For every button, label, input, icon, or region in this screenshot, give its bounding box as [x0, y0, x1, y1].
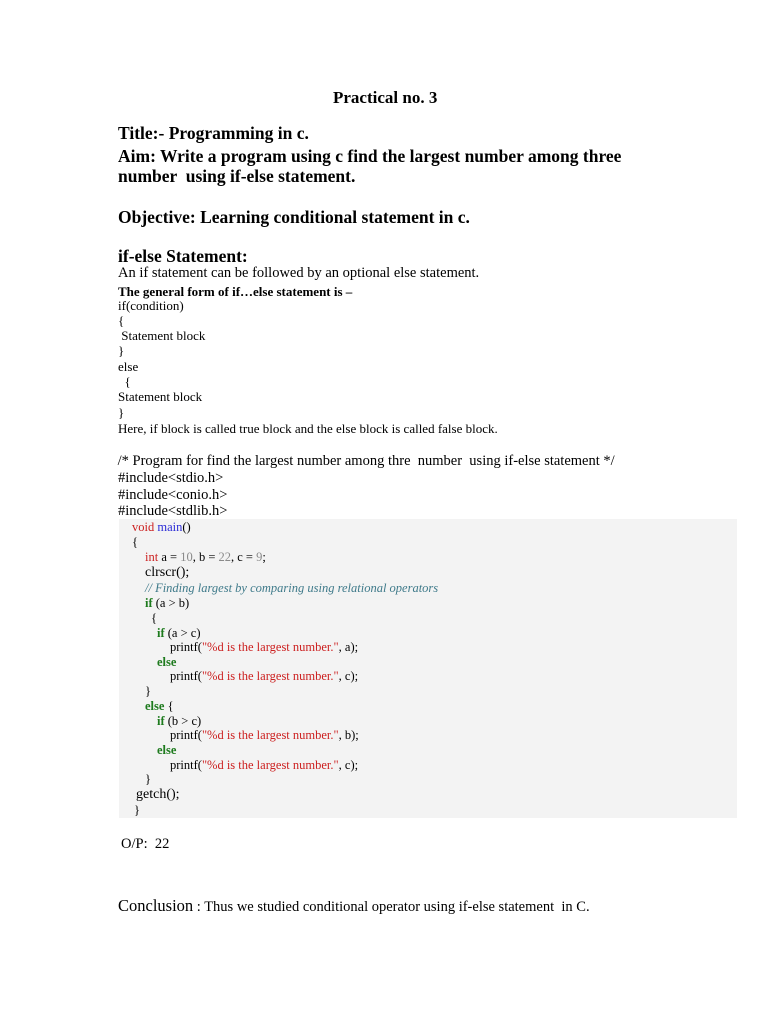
include-line: #include<conio.h>: [118, 487, 228, 503]
keyword: if: [157, 714, 165, 728]
explanation-text: Here, if block is called true block and the else block is called false block.: [118, 421, 498, 436]
syntax-line: Statement block: [118, 328, 206, 343]
number-literal: 10: [180, 550, 193, 564]
code-token: (): [182, 520, 191, 534]
code-token: {: [164, 699, 174, 713]
code-line-printf: [170, 728, 359, 743]
conclusion-text: : Thus we studied conditional operator using if-else statement in C.: [193, 899, 590, 915]
code-token: printf(: [170, 640, 202, 654]
code-line-printf: [170, 640, 358, 655]
keyword: else: [157, 743, 177, 757]
title-line: Title:- Programming in c.: [118, 123, 309, 143]
syntax-line: if(condition): [118, 298, 184, 313]
code-line: }: [134, 803, 140, 817]
code-line-printf: [170, 758, 358, 773]
code-token: , b);: [338, 728, 359, 742]
aim-line-1: Aim: Write a program using c find the largest number among three: [118, 146, 622, 166]
syntax-line: Statement block: [118, 389, 203, 404]
objective-line: Objective: Learning conditional statement in c.: [118, 207, 470, 227]
function-name: main: [157, 520, 183, 534]
conclusion-label: Conclusion: [118, 896, 194, 915]
code-line-printf: [170, 669, 358, 684]
code-token: printf(: [170, 669, 202, 683]
code-token: , c);: [338, 669, 359, 683]
code-line-main: [132, 520, 191, 535]
keyword: int: [145, 550, 159, 564]
code-line: {: [151, 611, 157, 625]
code-block: [119, 519, 737, 818]
include-line: #include<stdio.h>: [118, 470, 224, 486]
code-token: printf(: [170, 728, 202, 742]
keyword: void: [132, 520, 155, 534]
section-title: if-else Statement:: [118, 246, 248, 266]
syntax-line: else: [118, 359, 139, 374]
number-literal: 9: [256, 550, 263, 564]
string-literal: "%d is the largest number.": [201, 640, 339, 654]
conclusion-line: [118, 896, 590, 916]
code-token: (a > c): [164, 626, 201, 640]
page-heading: Practical no. 3: [333, 88, 438, 107]
string-literal: "%d is the largest number.": [201, 728, 339, 742]
code-line: getch();: [136, 787, 180, 802]
code-token: printf(: [170, 758, 202, 772]
output-text: O/P: 22: [121, 836, 170, 852]
keyword: else: [145, 699, 165, 713]
include-line: #include<stdlib.h>: [118, 503, 228, 519]
code-token: (b > c): [164, 714, 202, 728]
code-comment: // Finding largest by comparing using relational operators: [145, 581, 439, 595]
code-line-declaration: [145, 550, 266, 565]
intro-text: An if statement can be followed by an optional else statement.: [118, 265, 480, 281]
code-line-else: [157, 655, 176, 670]
syntax-line: {: [118, 313, 125, 328]
code-line-else: [157, 743, 176, 758]
string-literal: "%d is the largest number.": [201, 669, 339, 683]
number-literal: 22: [218, 550, 231, 564]
program-comment: /* Program for find the largest number among thre number using if-else statement */: [114, 453, 615, 469]
code-line: }: [145, 772, 151, 786]
code-token: , a);: [338, 640, 359, 654]
code-token: ;: [262, 550, 266, 564]
syntax-line: }: [118, 405, 125, 420]
code-line-if: [157, 714, 201, 729]
syntax-line: {: [118, 374, 131, 389]
code-token: (a > b): [152, 596, 190, 610]
code-token: , c =: [231, 550, 257, 564]
code-token: , c);: [338, 758, 359, 772]
code-line-if: [145, 596, 189, 611]
string-literal: "%d is the largest number.": [201, 758, 339, 772]
code-line: }: [145, 684, 151, 698]
code-line-if: [157, 626, 201, 641]
code-line: {: [132, 535, 138, 549]
aim-line-2: number using if-else statement.: [118, 166, 356, 186]
syntax-line: }: [118, 343, 125, 358]
code-line-else: [145, 699, 174, 714]
keyword: if: [145, 596, 153, 610]
keyword: else: [157, 655, 177, 669]
keyword: if: [157, 626, 165, 640]
code-line: clrscr();: [145, 565, 190, 580]
general-form-label: The general form of if…else statement is –: [118, 284, 353, 299]
code-token: , b =: [192, 550, 219, 564]
code-token: a =: [158, 550, 181, 564]
